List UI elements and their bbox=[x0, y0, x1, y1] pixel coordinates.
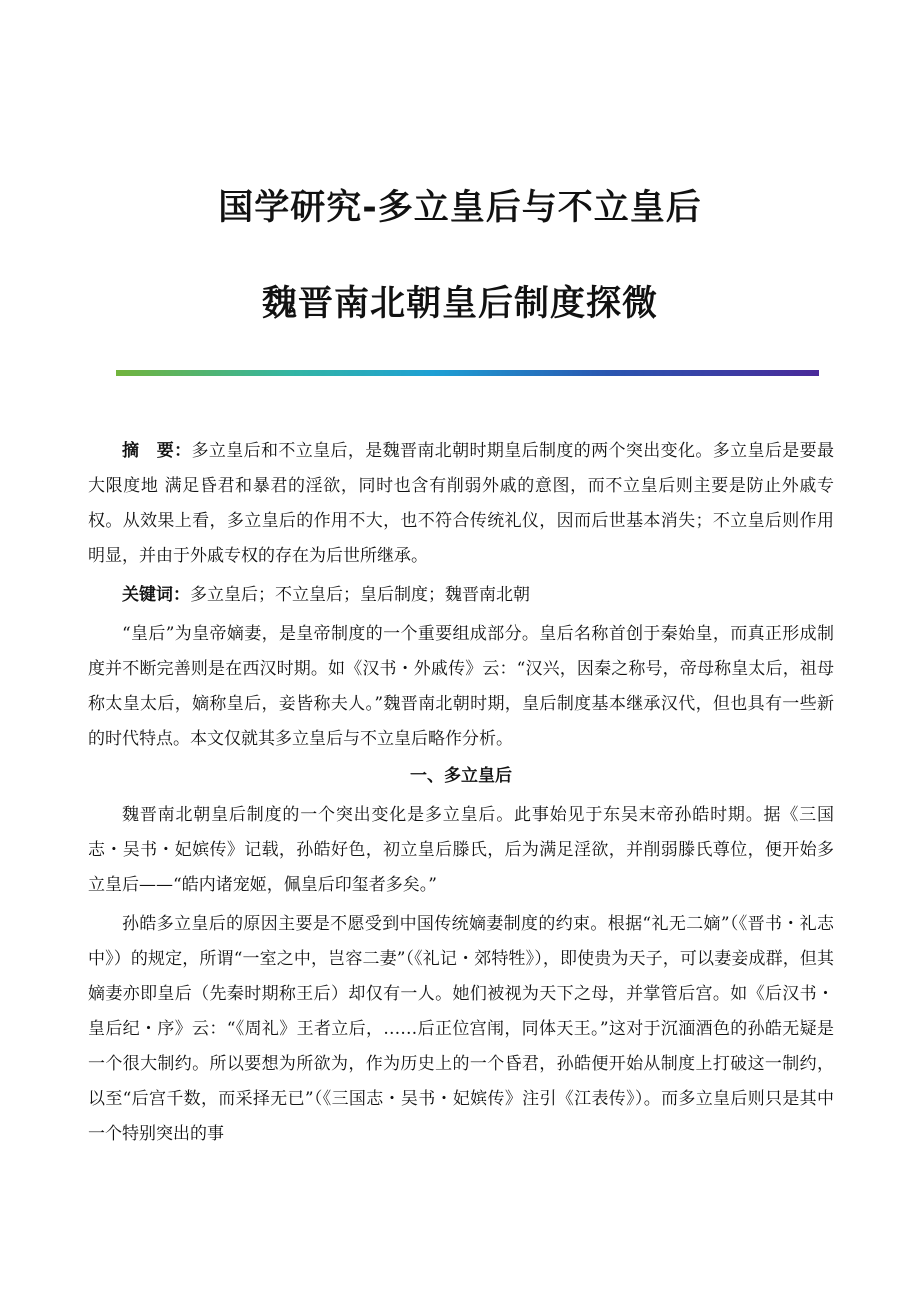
intro-paragraph: “皇后”为皇帝嫡妻，是皇帝制度的一个重要组成部分。皇后名称首创于秦始皇，而真正形成制度并不断完善则是在西汉时期。如《汉书・外戚传》云：“汉兴，因秦之称号，帝母称皇太后，祖母称太皇太后，嫡称皇后，妾皆称夫人。”魏晋南北朝时期，皇后制度基本继承汉代，但也具有一些新的时代特点。本文仅就其多立皇后与不立皇后略作分析。 bbox=[88, 624, 834, 749]
abstract-text: 多立皇后和不立皇后，是魏晋南北朝时期皇后制度的两个突出变化。多立皇后是要最大限度地 满足昏君和暴君的淫欲，同时也含有削弱外戚的意图，而不立皇后则主要是防止外戚专权。从效果上看，多立皇后的作用不大，也不符合传统礼仪，因而后世基本消失；不立皇后则作用明显，并由于外戚专权的存在为后世所继承。 bbox=[88, 441, 834, 566]
section-heading: 一、多立皇后 bbox=[410, 766, 512, 786]
document-subtitle: 魏晋南北朝皇后制度探微 bbox=[261, 284, 658, 324]
abstract-label: 摘 要： bbox=[122, 441, 192, 461]
document-title: 国学研究-多立皇后与不立皇后 bbox=[218, 188, 702, 228]
keywords-label: 关键词： bbox=[122, 585, 190, 605]
section-paragraph: 魏晋南北朝皇后制度的一个突出变化是多立皇后。此事始见于东吴末帝孙皓时期。据《三国志・吴书・妃嫔传》记载，孙皓好色，初立皇后滕氏，后为满足淫欲，并削弱滕氏尊位，便开始多立皇后——“皓内诸宠姬，佩皇后印玺者多矣。” bbox=[88, 805, 834, 895]
article-body bbox=[88, 434, 834, 1152]
keywords-paragraph bbox=[88, 578, 834, 613]
section-paragraph: 孙皓多立皇后的原因主要是不愿受到中国传统嫡妻制度的约束。根据“礼无二嫡”（《晋书・礼志中》）的规定，所谓“一室之中，岂容二妻”（《礼记・郊特牲》），即使贵为天子，可以妻妾成群，但其嫡妻亦即皇后（先秦时期称王后）却仅有一人。她们被视为天下之母，并掌管后宫。如《后汉书・皇后纪・序》云：“《周礼》王者立后，……后正位宫闱，同体天王。”这对于沉湎酒色的孙皓无疑是一个很大制约。所以要想为所欲为，作为历史上的一个昏君，孙皓便开始从制度上打破这一制约，以至“后宫千数，而采择无已”（《三国志・吴书・妃嫔传》注引《江表传》）。而多立皇后则只是其中一个特别突出的事 bbox=[88, 914, 834, 1144]
abstract-paragraph bbox=[88, 434, 834, 574]
title-divider bbox=[116, 370, 819, 376]
keywords-text: 多立皇后；不立皇后；皇后制度；魏晋南北朝 bbox=[190, 585, 530, 605]
